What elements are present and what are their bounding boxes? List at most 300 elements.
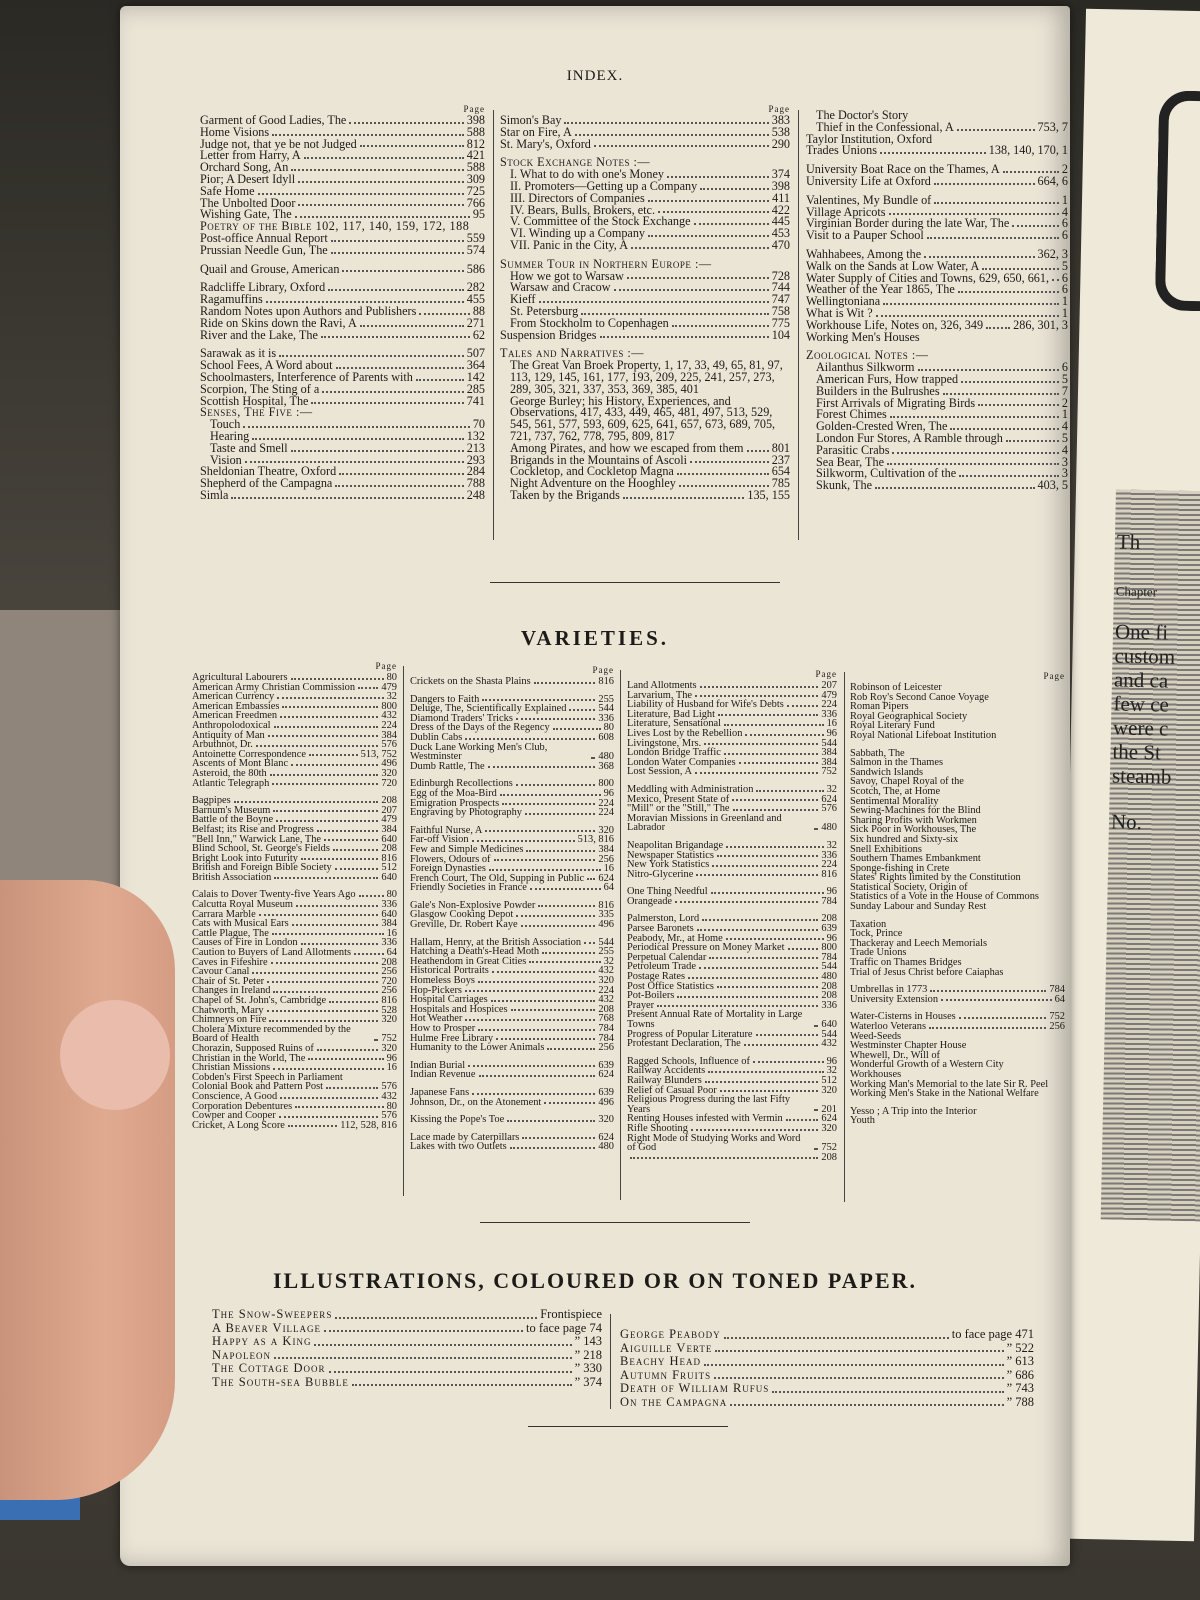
entry-title: A Beaver Village [212,1320,322,1335]
entry-page-number: 201 [821,1103,837,1115]
entry-title: St. Mary's, Oxford [500,136,591,151]
entry-page-number: 320 [821,1084,837,1096]
entry-title: Sponge-fishing in Crete [850,862,950,874]
entry-title: Autumn Fruits [620,1367,712,1382]
index-entry [850,731,1065,741]
entry-page-number: 576 [381,739,397,751]
entry-page-number: 64 [1054,993,1065,1005]
entry-page-number: 336 [598,712,614,724]
entry-title: Chimneys on Fire [192,1014,267,1026]
entry-title: Brigands in the Mountains of Ascoli [510,452,688,467]
leader-dots [581,313,769,315]
entry-title: First Arrivals of Migrating Birds [816,395,976,410]
entry-title: American Freedmen [192,710,278,722]
leader-dots [679,485,769,487]
entry-page-number: 142 [466,369,485,384]
index-entry [627,814,837,833]
entry-title: Duck Lane Working Men's Club, Westminster [410,741,550,763]
leader-dots [267,1010,379,1012]
leader-dots [553,728,601,730]
entry-page-number: 80 [386,672,397,683]
entry-title: Traffic on Thames Bridges [850,957,962,969]
page-column-header: Page [463,104,485,114]
entry-page-number: 64 [386,947,397,959]
entry-title: Taste and Smell [210,440,288,455]
leader-dots [890,416,1059,418]
entry-page-number: Frontispiece [540,1307,602,1321]
entry-page-number: 208 [381,956,397,968]
entry-page-number: 256 [598,853,614,865]
entry-page-number: 624 [821,793,837,805]
entry-page-number: 654 [771,464,790,479]
entry-title: Judge not, that ye be not Judged [200,136,357,151]
entry-page-number: 384 [381,729,397,741]
entry-title: Wishing Gate, The [200,207,292,222]
entry-title: Ride on Skins down the Ravi, A [200,315,357,330]
leader-dots [1006,440,1059,442]
entry-page-number: 784 [821,951,837,963]
entry-title: Hallam, Henry, at the British Association [410,936,582,948]
index-entry [410,1043,614,1053]
index-entry [200,261,485,276]
entry-title: Visit to a Pauper School [806,228,924,243]
index-column-2 [500,104,790,502]
leader-dots [478,1029,595,1031]
entry-page-number: 384 [598,843,614,855]
index-entry [620,1328,1034,1342]
entry-page-number: 559 [466,230,485,245]
entry-title: New York Statistics [627,859,710,871]
entry-page-number: 16 [603,863,614,875]
entry-title: American Currency [192,691,275,703]
entry-page-number: 336 [821,849,837,861]
index-entry [620,1342,1034,1356]
leader-dots [627,277,769,279]
entry-page-number: 496 [381,758,397,770]
entry-title: Orangeade [627,895,672,907]
index-entry [627,897,837,907]
leader-dots [511,1009,596,1011]
leader-dots [708,1071,823,1073]
leader-dots [600,336,769,338]
entry-page-number: 624 [598,1131,614,1143]
entry-title: Royal National Lifeboat Institution [850,729,997,741]
index-entry [627,1095,837,1114]
entry-page-number: 6 [1061,216,1068,231]
leader-dots [959,1017,1047,1019]
entry-page-number: 744 [771,280,790,295]
leader-dots [326,1087,378,1089]
leader-dots [267,981,378,983]
entry-title: Barnum's Museum [192,804,271,816]
entry-title: French Court, The Old, Supping in Public [410,872,585,884]
index-entry [806,173,1068,188]
entry-page-number: 1 [1061,305,1068,320]
entry-page-number: 576 [381,1110,397,1122]
entry-page-number: 574 [466,242,485,257]
index-entry [850,968,1065,978]
entry-title: Napoleon [212,1347,272,1362]
entry-title: Hospitals and Hospices [410,1003,508,1015]
leader-dots [516,718,596,720]
entry-title: Schoolmasters, Interference of Parents with [200,369,413,384]
leader-dots [282,706,378,708]
leader-dots [575,134,769,136]
entry-title: Royal Geographical Society [850,710,968,722]
entry-title: Postage Rates [627,971,686,983]
entry-page-number: 362, 3 [1037,246,1068,261]
entry-page-number: to face page 471 [951,1327,1034,1341]
entry-page-number: 208 [821,1151,837,1163]
entry-page-number: 801 [771,440,790,455]
leader-dots [472,1093,595,1095]
entry-page-number: 5 [1061,371,1068,386]
entry-title: Railway Accidents [627,1065,706,1077]
entry-page-number: 80 [386,1100,397,1112]
entry-title: Calcutta Royal Museum [192,899,294,911]
leader-dots [587,878,595,880]
index-page [120,6,1070,1566]
leader-dots [273,1068,383,1070]
entry-title: Wahhabees, Among the [806,246,922,261]
entry-title: Village Apricots [806,204,886,219]
leader-dots [496,1038,595,1040]
index-entry [212,1322,602,1336]
leader-dots [291,678,384,680]
entry-page-number: 208 [821,980,837,992]
leader-dots [296,905,378,907]
entry-title: Wonderful Growth of a Western City [850,1059,1004,1071]
leader-dots [717,986,818,988]
leader-dots [957,129,1035,131]
entry-title: Scottish Hospital, The [200,393,309,408]
entry-title: Meddling with Administration [627,783,754,795]
entry-title: Parasitic Crabs [816,442,890,457]
entry-title: The South-sea Bubble [212,1374,349,1389]
entry-title: Chapel of St. John's, Cambridge [192,995,327,1006]
entry-title: Poetry of the Bible 102, 117, 140, 159, 172, 188 [200,219,470,234]
entry-page-number: 470 [771,237,790,252]
entry-title: Waterloo Veterans [850,1021,927,1032]
entry-title: States' Rights limited by the Constitution [850,872,1021,884]
index-entry [192,873,397,883]
entry-title: Happy as a King [212,1334,312,1348]
leader-dots [924,256,1034,258]
entry-title: Southern Thames Embankment [850,853,981,865]
leader-dots [943,393,1059,395]
entry-page-number: 775 [771,315,790,330]
section-divider [490,582,780,583]
entry-page-number: 496 [598,919,614,931]
leader-dots [272,783,378,785]
leader-dots [243,426,470,428]
entry-page-number: 112, 528, 816 [340,1119,397,1131]
leader-dots [295,216,470,218]
entry-page-number: 32 [826,783,837,795]
entry-title: Hatching a Death's-Head Moth [410,946,540,958]
leader-dots [507,1120,595,1122]
entry-page-number: 784 [1049,984,1065,996]
leader-dots [252,972,378,974]
index-column-3 [806,110,1068,492]
leader-dots [539,301,769,303]
entry-title: Periodical Pressure on Money Market [627,942,785,954]
entry-title: Few and Simple Medicines [410,843,524,855]
leader-dots [288,1125,337,1127]
leader-dots [726,846,824,848]
leader-dots [958,291,1059,293]
entry-title: Greville, Dr. Robert Kaye [410,919,518,931]
entry-page-number: 479 [821,689,837,701]
entry-title: Land Allotments [627,680,697,691]
entry-title: Skunk, The [816,478,872,493]
entry-page-number: 747 [771,292,790,307]
entry-title: The Snow-Sweepers [212,1307,333,1321]
entry-title: Bright Look into Futurity [192,852,298,864]
entry-title: Night Adventure on the Hooghley [510,476,676,491]
index-entry [410,808,614,818]
entry-page-number: 512 [821,1074,837,1086]
entry-title: From Stockholm to Copenhagen [510,315,669,330]
entry-page-number: 6 [1061,360,1068,375]
entry-page-number: 336 [821,999,837,1011]
leader-dots [516,915,595,917]
entry-title: Crickets on the Shasta Plains [410,676,531,687]
entry-title: Umbrellas in 1773 [850,984,928,996]
index-entry [806,329,1068,344]
leader-dots [688,977,818,979]
entry-title: British Association [192,871,272,883]
entry-title: Lives Lost by the Rebellion [627,727,743,739]
leader-dots [526,850,595,852]
leader-dots [961,381,1059,383]
page-column-header: Page [815,669,837,679]
entry-page-number: 588 [466,160,485,175]
entry-title: Roman Pipers [850,701,909,713]
entry-page-number: ” 143 [574,1334,602,1348]
leader-dots [547,1048,595,1050]
leader-dots [715,1350,1003,1352]
entry-title: Bagpipes [192,795,231,807]
entry-page-number: 284 [466,464,485,479]
entry-page-number: 544 [821,1028,837,1040]
entry-title: Asteroid, the 80th [192,767,267,779]
entry-title: Sabbath, The [850,747,905,759]
leader-dots [354,953,384,955]
entry-title: Conscience, A Good [192,1090,278,1102]
leader-dots [950,428,1059,430]
leader-dots [292,924,379,926]
entry-title: The Cottage Door [212,1361,326,1375]
entry-page-number: 320 [598,1114,614,1126]
index-entry [410,883,614,893]
entry-page-number: 479 [381,814,397,826]
entry-title: Perpetual Calendar [627,951,707,963]
leader-dots [569,709,595,711]
leader-dots [465,738,595,740]
entry-title: Chatworth, Mary [192,1004,264,1016]
entry-title: Trial of Jesus Christ before Caiaphas [850,966,1004,978]
leader-dots [500,794,601,796]
leader-dots [880,152,986,154]
index-entry [627,1039,837,1049]
entry-title: Christian in the World, The [192,1052,306,1064]
entry-page-number: 138, 140, 170, 1 [988,143,1068,158]
entry-page-number: 507 [466,346,485,361]
entry-page-number: 32 [386,691,397,703]
entry-page-number: 544 [821,737,837,749]
leader-dots [333,849,378,851]
leader-dots [321,336,470,338]
leader-dots [277,697,383,699]
entry-title: Letter from Harry, A [200,148,301,163]
entry-title: Yesso ; A Trip into the Interior [850,1105,977,1117]
leader-dots [329,1371,572,1373]
entry-page-number: 720 [381,975,397,987]
entry-page-number: 788 [466,476,485,491]
entry-page-number: 1 [1061,192,1068,207]
entry-title: Relief of Casual Poor [627,1084,717,1096]
entry-title: Larvarium, The [627,689,693,701]
index-entry [212,1362,602,1376]
leader-dots [259,914,379,916]
entry-page-number: 2 [1061,162,1068,177]
leader-dots [416,379,464,381]
leader-dots [726,938,824,940]
entry-title: Johnson, Dr., on the Atonement [410,1096,542,1108]
leader-dots [291,450,464,452]
leader-dots [331,252,464,254]
entry-title: Hospital Carriages [410,994,488,1006]
entry-title: I. What to do with one's Money [510,167,664,182]
entry-page-number: 544 [821,961,837,973]
index-entry [200,242,485,257]
entry-title: Trade Unions [850,947,907,959]
entry-page-number: 32 [826,1065,837,1077]
entry-page-number: 812 [466,136,485,151]
entry-title: Among Pirates, and how we escaped from them [510,440,744,455]
entry-title: Changes in Ireland [192,985,271,997]
leader-dots [331,240,464,242]
entry-title: Nitro-Glycerine [627,868,694,880]
entry-page-number: 3 [1061,454,1068,469]
entry-title: Taxation [850,918,887,930]
entry-page-number: 639 [598,1086,614,1098]
leader-dots [335,868,379,870]
entry-title: Mexico, Present State of [627,793,730,805]
entry-title: Christian Missions [192,1062,271,1074]
entry-page-number: 640 [821,1019,837,1030]
entry-title: IV. Bears, Bulls, Brokers, etc. [510,202,655,217]
entry-title: Caves in Fifeshire [192,956,268,968]
entry-page-number: 421 [466,148,485,163]
entry-title: Whewell, Dr., Will of [850,1049,940,1061]
entry-title: Sandwich Islands [850,766,924,778]
entry-page-number: 208 [381,843,397,855]
illustrations-left-list [212,1308,602,1389]
entry-page-number: 384 [821,756,837,768]
entry-title: School Fees, A Word about [200,358,333,373]
entry-title: Arbuthnot, Dr. [192,739,253,751]
leader-dots [268,735,379,737]
entry-page-number: ” 218 [574,1347,602,1362]
leader-dots [538,905,595,907]
leader-dots [314,1344,571,1346]
index-entry [500,136,790,151]
entry-page-number: 383 [771,113,790,127]
entry-page-number: 336 [821,708,837,720]
leader-dots [747,450,769,452]
entry-title: Aiguille Verte [620,1340,713,1355]
leader-dots [342,270,463,272]
entry-page-number: 368 [598,760,614,772]
entry-title: Religious Progress during the last Fifty Years [627,1094,793,1115]
entry-page-number: 640 [381,833,397,845]
leader-dots [648,235,769,237]
entry-page-number: 766 [466,195,485,210]
leader-dots [584,942,595,944]
entry-title: Summer Tour in Northern Europe :— [500,256,712,271]
entry-page-number: 62 [472,327,485,342]
entry-page-number: 411 [772,190,790,205]
entry-page-number: 480 [821,822,837,834]
entry-title: Cricket, A Long Score [192,1119,285,1131]
leader-dots [696,874,818,876]
leader-dots [753,1061,824,1063]
entry-title: Sick Poor in Workhouses, The [850,824,977,836]
entry-page-number: 256 [598,1042,614,1054]
entry-title: Historical Portraits [410,965,489,977]
entry-title: Prussian Needle Gun, The [200,242,328,257]
entry-page-number: 16 [386,927,397,939]
leader-dots [309,754,358,756]
entry-page-number: 104 [771,327,790,342]
entry-page-number: 96 [826,1055,837,1067]
entry-title: Ragged Schools, Influence of [627,1055,750,1067]
entry-title: Newspaper Statistics [627,849,714,861]
leader-dots [322,391,463,393]
entry-page-number: ” 743 [1006,1381,1034,1395]
illustrations-right-list [620,1328,1034,1409]
leader-dots [631,247,769,249]
varieties-column-1 [192,662,397,1130]
entry-page-number: 816 [598,899,614,911]
leader-dots [672,325,769,327]
entry-page-number: 816 [381,852,397,864]
index-entry [410,1098,614,1108]
leader-dots [521,925,596,927]
leader-dots [530,888,601,890]
leader-dots [978,404,1059,406]
page-column-header: Page [592,665,614,675]
entry-title: Shepherd of the Campagna [200,476,333,491]
entry-page-number: 132 [466,428,485,443]
entry-page-number: 1 [1061,294,1068,309]
entry-page-number: 445 [771,214,790,229]
leader-dots [709,957,818,959]
entry-page-number: 255 [598,693,614,705]
entry-page-number: 256 [381,985,397,997]
entry-title: Agricultural Labourers [192,672,288,683]
entry-page-number: 576 [381,1081,397,1093]
leader-dots [705,1081,819,1083]
leader-dots [245,461,464,463]
entry-page-number: 816 [598,676,614,687]
index-entry [627,1134,837,1153]
entry-title: Foreign Dynasties [410,863,486,875]
leader-dots [704,1364,1004,1366]
entry-page-number: 256 [381,966,397,978]
